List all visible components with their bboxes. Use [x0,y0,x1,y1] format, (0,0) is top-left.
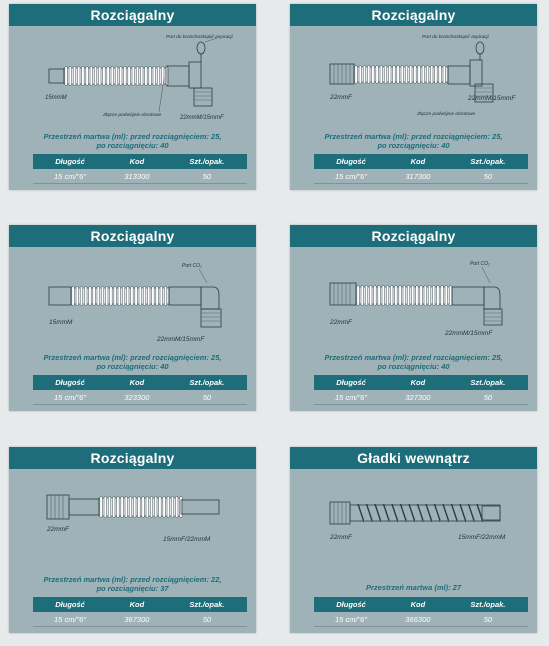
spec-table [314,154,528,184]
table-row: 15 cm/"6" 366300 50 [314,612,528,627]
product-diagram [290,26,537,129]
corrugated-tube [71,287,169,306]
port-label: Port do bronchoskopii/ aspiracji [166,35,233,40]
product-card-327300 [290,225,537,411]
left-end-label: 22mmF [330,534,353,541]
corrugated-tube [354,66,448,84]
right-end-label: 22mmM/15mmF [445,330,493,337]
card-title: Rozciągalny [290,4,537,26]
swivel-label: Złącze podwójnie obrotowe [417,112,476,117]
right-end-label: 22mmM/15mmF [468,95,516,102]
dead-space-text: Przestrzeń martwa (ml): przed rozciągnięciem: 25, po rozciągnięciu: 40 [324,132,503,150]
spec-table [314,375,528,405]
header-length: Długość [33,375,107,390]
header-code: Kod [107,154,167,169]
spec-table [33,597,247,627]
product-card-323300 [9,225,256,411]
header-qty: Szt./opak. [448,154,528,169]
card-title: Rozciągalny [9,4,256,26]
spec-table [33,375,247,405]
product-diagram [9,26,256,129]
header-code: Kod [107,597,167,612]
header-length: Długość [33,597,107,612]
left-end-label: 22mmF [330,94,353,101]
product-card-317300 [290,4,537,190]
header-length: Długość [314,154,388,169]
header-qty: Szt./opak. [167,375,247,390]
dead-space-text: Przestrzeń martwa (ml): przed rozciągnięciem: 25, po rozciągnięciu: 40 [324,353,503,371]
right-end-label: 15mmF/22mmM [458,534,506,541]
product-diagram [290,247,537,350]
header-qty: Szt./opak. [167,597,247,612]
right-end-label: 22mmM/15mmF [157,336,205,343]
product-diagram [290,469,537,572]
left-end-label: 15mmM [45,95,67,101]
header-qty: Szt./opak. [448,597,528,612]
card-title: Rozciągalny [9,225,256,247]
left-end-label: 22mmF [47,526,70,533]
dead-space-text: Przestrzeń martwa (ml): 27 [365,583,462,592]
corrugated-tube [356,286,452,306]
left-end-label: 22mmF [330,319,353,326]
header-length: Długość [33,154,107,169]
spec-table [314,597,528,627]
port-label: Port do bronchoskopii/ aspiracji [422,35,489,40]
spiral-coil [358,504,486,522]
header-code: Kod [107,375,167,390]
dead-space-text: Przestrzeń martwa (ml): przed rozciągnięciem: 25, po rozciągnięciu: 40 [43,353,222,371]
table-row: 15 cm/"6" 323300 50 [33,390,247,405]
header-length: Długość [314,375,388,390]
table-row: 15 cm/"6" 327300 50 [314,390,528,405]
left-end-label: 15mmM [49,319,73,326]
header-code: Kod [388,375,448,390]
header-code: Kod [388,154,448,169]
card-title: Rozciągalny [9,447,256,469]
header-qty: Szt./opak. [167,154,247,169]
dead-space-text: Przestrzeń martwa (ml): przed rozciągnięciem: 25, po rozciągnięciu: 40 [43,132,222,150]
card-title: Gładki wewnątrz [290,447,537,469]
right-end-label: 22mmM/15mmF [180,115,224,121]
product-diagram [9,469,256,572]
corrugated-tube [99,497,182,518]
port-label: Port CO₂ [182,263,202,269]
product-card-366300 [290,447,537,633]
card-title: Rozciągalny [290,225,537,247]
product-diagram [9,247,256,350]
product-card-313300 [9,4,256,190]
port-label: Port CO₂ [470,261,490,267]
header-code: Kod [388,597,448,612]
spec-table [33,154,247,184]
table-row: 15 cm/"6" 313300 50 [33,169,247,184]
header-qty: Szt./opak. [448,375,528,390]
product-card-367300 [9,447,256,633]
header-length: Długość [314,597,388,612]
swivel-label: Złącze podwójnie obrotowe [103,113,162,118]
corrugated-tube [64,67,168,86]
dead-space-text: Przestrzeń martwa (ml): przed rozciągnięciem: 22, po rozciągnięciu: 37 [43,575,222,593]
table-row: 15 cm/"6" 367300 50 [33,612,247,627]
table-row: 15 cm/"6" 317300 50 [314,169,528,184]
right-end-label: 15mmF/22mmM [163,536,211,543]
